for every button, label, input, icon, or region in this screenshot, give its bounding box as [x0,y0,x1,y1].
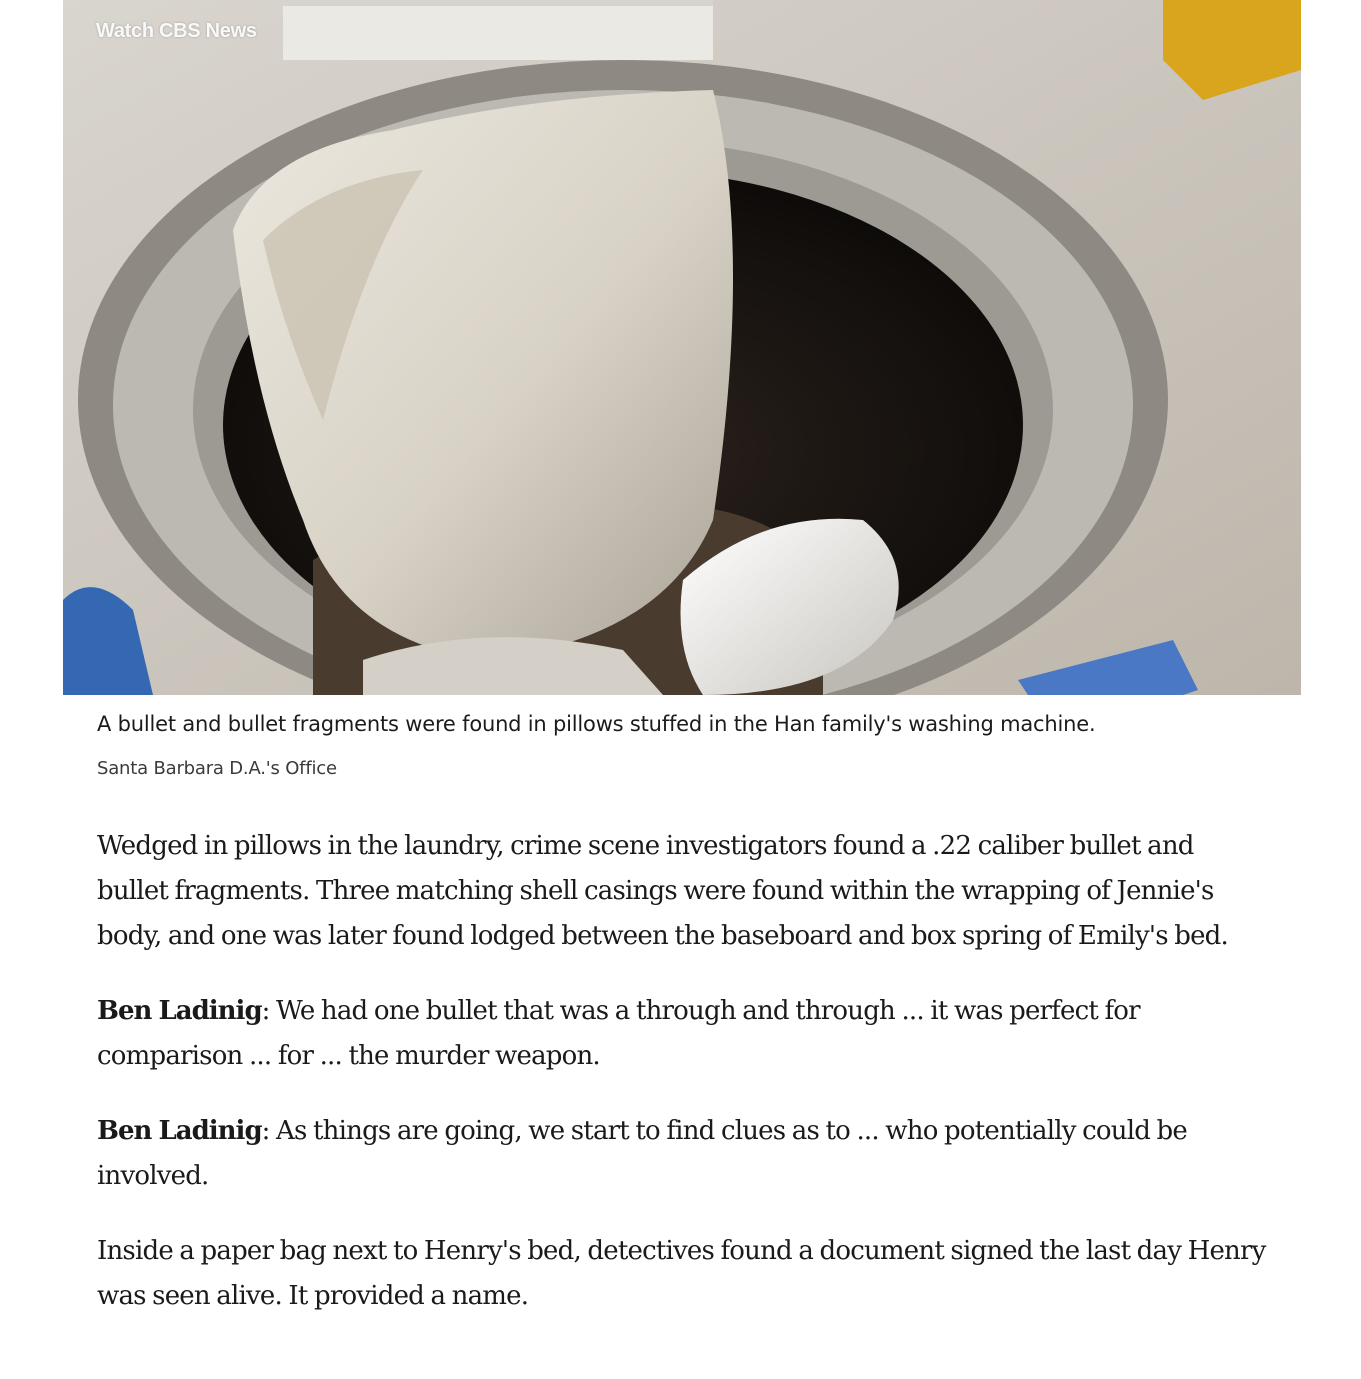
paragraph-3 [97,1109,1267,1199]
washing-machine-image [63,0,1301,695]
paragraph-4: Inside a paper bag next to Henry's bed, detectives found a document signed the last day Henry was seen alive. It provided a name. [97,1236,1266,1311]
photo-credit: Santa Barbara D.A.'s Office [97,758,337,779]
paragraph-2 [97,989,1267,1079]
speaker-name: Ben Ladinig [97,996,262,1026]
quote-text: : We had one bullet that was a through and through ... it was perfect for comparison ... for ... the murder weapon. [97,996,1140,1071]
photo-caption: A bullet and bullet fragments were found in pillows stuffed in the Han family's washing machine. [97,712,1096,736]
paragraph-1: Wedged in pillows in the laundry, crime scene investigators found a .22 caliber bullet and bullet fragments. Three matching shell casings were found within the wrapping of Jennie's body, and one was later found lodged between the baseboard and box spring of Emily's bed. [97,831,1228,951]
article-body [97,824,1267,1349]
quote-text: : As things are going, we start to find clues as to ... who potentially could be involved. [97,1116,1187,1191]
article-photo [63,0,1301,695]
speaker-name: Ben Ladinig [97,1116,262,1146]
cbs-news-watermark: Watch CBS News [96,20,257,42]
